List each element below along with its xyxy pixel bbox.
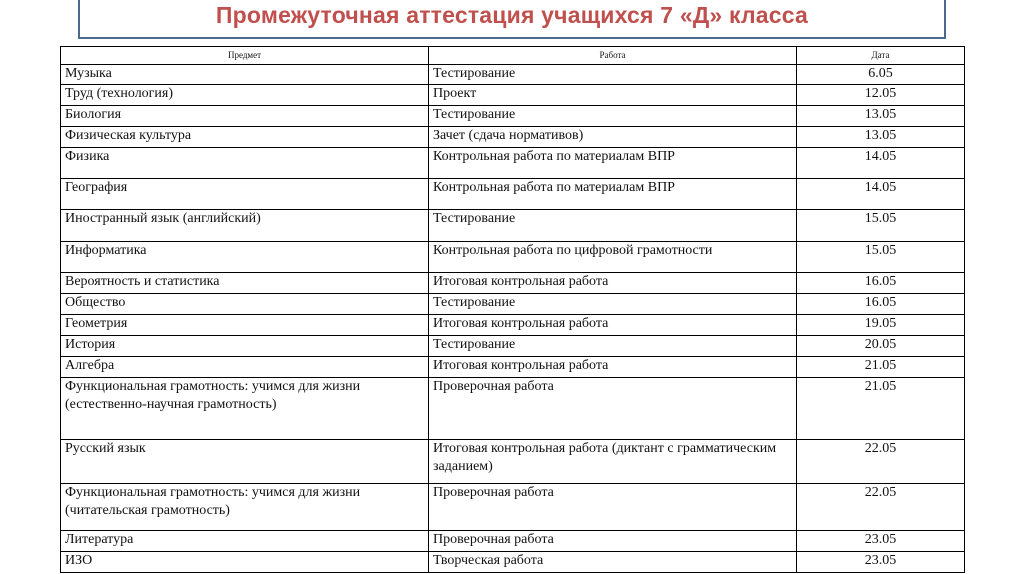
table-row xyxy=(61,315,965,336)
date-cell: 16.05 xyxy=(797,294,965,315)
work-cell: Тестирование xyxy=(429,106,797,127)
table-row xyxy=(61,85,965,106)
subject-cell: История xyxy=(61,336,429,357)
date-cell: 12.05 xyxy=(797,85,965,106)
table-row xyxy=(61,378,965,440)
date-cell: 23.05 xyxy=(797,552,965,573)
date-cell: 21.05 xyxy=(797,357,965,378)
table-row xyxy=(61,484,965,531)
subject-cell: Алгебра xyxy=(61,357,429,378)
work-cell: Контрольная работа по цифровой грамотности xyxy=(429,242,797,273)
work-cell: Тестирование xyxy=(429,210,797,242)
table-header-row xyxy=(61,47,965,65)
date-cell: 22.05 xyxy=(797,440,965,484)
table-row xyxy=(61,531,965,552)
date-cell: 6.05 xyxy=(797,65,965,85)
work-cell: Тестирование xyxy=(429,294,797,315)
work-cell: Проверочная работа xyxy=(429,378,797,440)
date-cell: 15.05 xyxy=(797,210,965,242)
subject-cell: Литература xyxy=(61,531,429,552)
subject-cell: Функциональная грамотность: учимся для жизни (читательская грамотность) xyxy=(61,484,429,531)
work-cell: Итоговая контрольная работа xyxy=(429,315,797,336)
table-row xyxy=(61,440,965,484)
table-row xyxy=(61,552,965,573)
subject-cell: Иностранный язык (английский) xyxy=(61,210,429,242)
work-cell: Проверочная работа xyxy=(429,531,797,552)
work-cell: Проверочная работа xyxy=(429,484,797,531)
subject-cell: Музыка xyxy=(61,65,429,85)
header-date: Дата xyxy=(797,47,965,65)
date-cell: 15.05 xyxy=(797,242,965,273)
table-row xyxy=(61,273,965,294)
subject-cell: География xyxy=(61,179,429,210)
title-frame xyxy=(78,0,946,39)
subject-cell: Вероятность и статистика xyxy=(61,273,429,294)
table-row xyxy=(61,210,965,242)
work-cell: Контрольная работа по материалам ВПР xyxy=(429,148,797,179)
table-row xyxy=(61,65,965,85)
schedule-table xyxy=(60,46,965,573)
date-cell: 13.05 xyxy=(797,127,965,148)
table-row xyxy=(61,357,965,378)
page-title: Промежуточная аттестация учащихся 7 «Д» класса xyxy=(215,2,809,28)
subject-cell: Биология xyxy=(61,106,429,127)
date-cell: 23.05 xyxy=(797,531,965,552)
date-cell: 13.05 xyxy=(797,106,965,127)
subject-cell: Физика xyxy=(61,148,429,179)
work-cell: Итоговая контрольная работа (диктант с грамматическим заданием) xyxy=(429,440,797,484)
table-row xyxy=(61,336,965,357)
date-cell: 22.05 xyxy=(797,484,965,531)
work-cell: Контрольная работа по материалам ВПР xyxy=(429,179,797,210)
date-cell: 21.05 xyxy=(797,378,965,440)
date-cell: 20.05 xyxy=(797,336,965,357)
subject-cell: Информатика xyxy=(61,242,429,273)
work-cell: Итоговая контрольная работа xyxy=(429,357,797,378)
work-cell: Зачет (сдача нормативов) xyxy=(429,127,797,148)
date-cell: 14.05 xyxy=(797,148,965,179)
subject-cell: Русский язык xyxy=(61,440,429,484)
date-cell: 14.05 xyxy=(797,179,965,210)
subject-cell: Функциональная грамотность: учимся для жизни (естественно-научная грамотность) xyxy=(61,378,429,440)
table-row xyxy=(61,294,965,315)
date-cell: 16.05 xyxy=(797,273,965,294)
work-cell: Тестирование xyxy=(429,336,797,357)
table-row xyxy=(61,106,965,127)
header-subject: Предмет xyxy=(61,47,429,65)
table-row xyxy=(61,127,965,148)
subject-cell: Физическая культура xyxy=(61,127,429,148)
header-work: Работа xyxy=(429,47,797,65)
work-cell: Проект xyxy=(429,85,797,106)
work-cell: Тестирование xyxy=(429,65,797,85)
subject-cell: Геометрия xyxy=(61,315,429,336)
work-cell: Творческая работа xyxy=(429,552,797,573)
work-cell: Итоговая контрольная работа xyxy=(429,273,797,294)
table-row xyxy=(61,242,965,273)
table-row xyxy=(61,179,965,210)
subject-cell: Труд (технология) xyxy=(61,85,429,106)
subject-cell: Общество xyxy=(61,294,429,315)
date-cell: 19.05 xyxy=(797,315,965,336)
table-row xyxy=(61,148,965,179)
subject-cell: ИЗО xyxy=(61,552,429,573)
